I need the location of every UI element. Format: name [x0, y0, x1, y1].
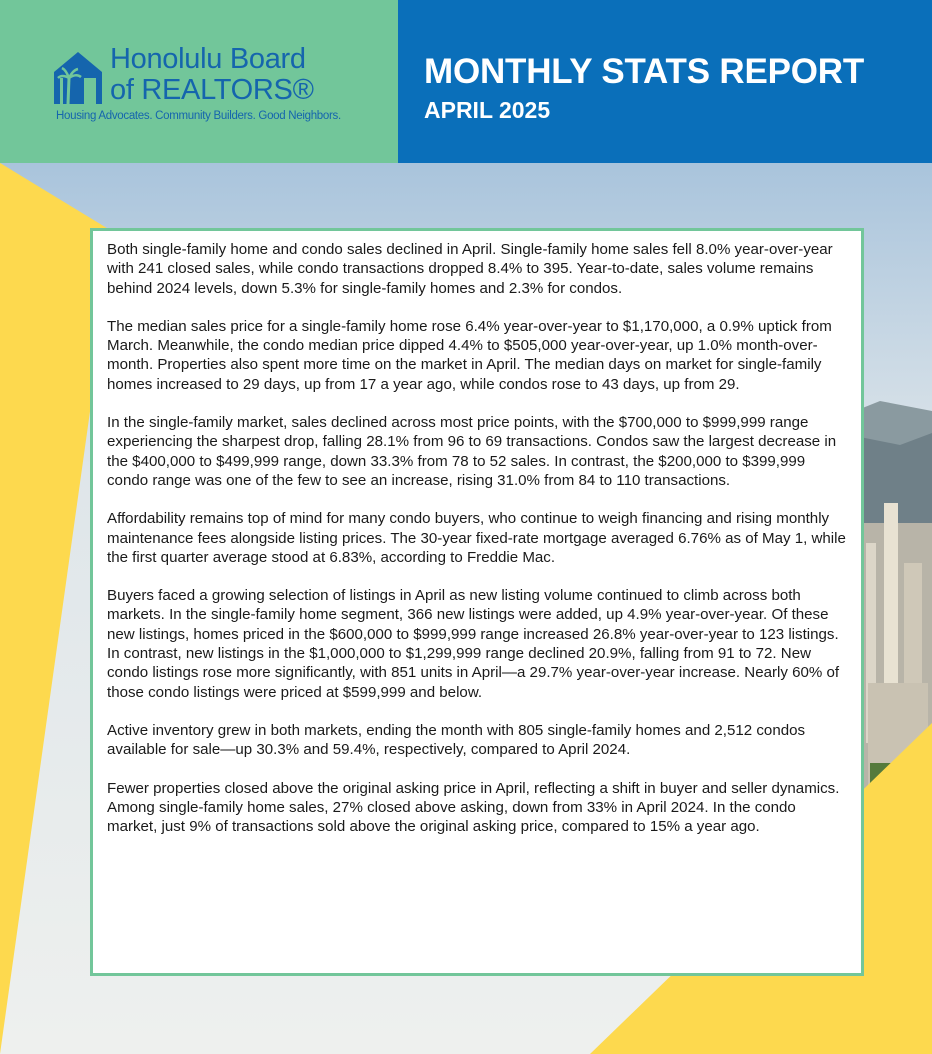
header-brand-panel [0, 0, 398, 163]
summary-paragraph: Affordability remains top of mind for many condo buyers, who continue to weigh financing and rising monthly maintenance fees alongside listing prices. The 30-year fixed-rate mortgage averaged 6.76% as of May 1, while the first quarter average stood at 6.83%, according to Freddie Mac. [107, 510, 846, 566]
summary-paragraph: Active inventory grew in both markets, ending the month with 805 single-family homes and 2,512 condos available for sale—up 30.3% and 59.4%, respectively, compared to April 2024. [107, 721, 806, 759]
header-title-panel [398, 0, 932, 163]
summary-paragraph: The median sales price for a single-family home rose 6.4% year-over-year to $1,170,000, a 0.9% uptick from March. Meanwhile, the condo median price dipped 4.4% to $505,000 year-over-year, up 1.0% month-over-month. Properties also spent more time on the market in April. The median days on market for single-family homes increased to 29 days, up from 17 a year ago, while condos rose to 43 days, up from 29. [107, 317, 832, 393]
report-date: APRIL 2025 [424, 97, 551, 123]
brand-name [110, 44, 314, 106]
summary-paragraph: Both single-family home and condo sales declined in April. Single-family home sales fell 8.0% year-over-year with 241 closed sales, while condo transactions dropped 8.4% to 395. Year-to-date, sales volume remains behind 2024 levels, down 5.3% for single-family homes and 2.3% for condos. [107, 241, 833, 297]
brand-tagline: Housing Advocates. Community Builders. Good Neighbors. [56, 110, 341, 122]
report-title: MONTHLY STATS REPORT [424, 52, 865, 91]
summary-paragraph: In the single-family market, sales declined across most price points, with the $700,000 to $999,999 range experiencing the sharpest drop, falling 28.1% from 96 to 69 transactions. Condos saw the largest decrease in the $400,000 to $499,999 range, down 33.3% from 78 to 52 sales. In contrast, the $200,000 to $399,999 condo range was one of the few to see an increase, rising 31.0% from 84 to 110 transactions. [107, 414, 837, 489]
brand-name-line1: Honolulu Board [110, 43, 306, 75]
summary-paragraph: Buyers faced a growing selection of listings in April as new listing volume continued to climb across both markets. In the single-family home segment, 366 new listings were added, up 4.9% year-over-year. Of these new listings, homes priced in the $600,000 to $999,999 range increased 26.8% year-over-year to 123 listings. In contrast, new listings in the $1,000,000 to $1,299,999 range declined 20.9%, falling from 91 to 72. New condo listings rose more significantly, with 851 units in April—a 29.7% year-over-year increase. Nearly 60% of those condo listings were priced at $599,999 and below. [107, 587, 840, 701]
summary-paragraph: Fewer properties closed above the original asking price in April, reflecting a shift in buyer and seller dynamics. Among single-family home sales, 27% closed above asking, down from 33% in April 2024. In the condo market, just 9% of transactions sold above the original asking price, compared to 15% a year ago. [107, 779, 840, 836]
brand-name-line2: of REALTORS® [110, 74, 314, 106]
house-with-palm-tree-icon [54, 48, 106, 106]
report-summary-box [90, 228, 864, 976]
